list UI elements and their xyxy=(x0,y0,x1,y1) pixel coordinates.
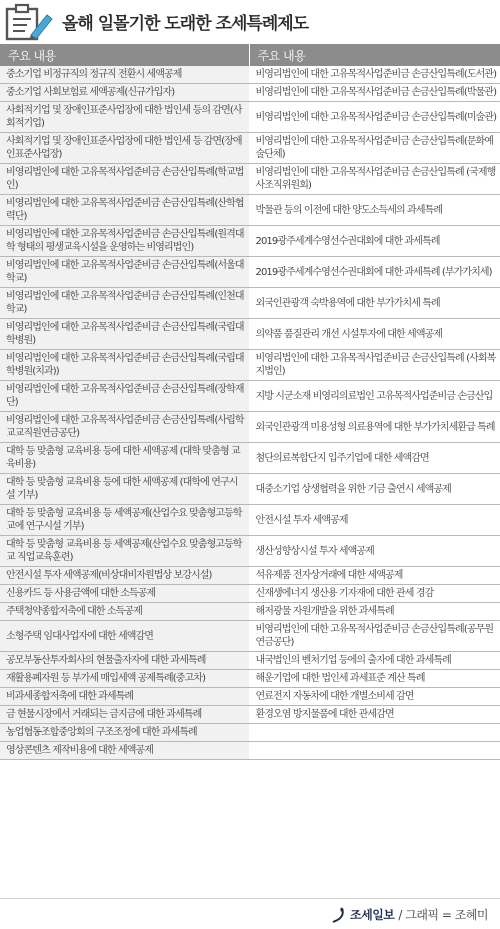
brand-name: 조세일보 xyxy=(350,908,395,922)
table-row xyxy=(0,66,500,84)
clipboard-pencil-icon xyxy=(5,3,55,41)
table-row xyxy=(0,621,500,652)
footer xyxy=(0,898,500,929)
column-header-right: 주요 내용 xyxy=(249,44,500,66)
row-left-cell: 비영리법인에 대한 고유목적사업준비금 손금산입특례(장학재단) xyxy=(0,381,249,412)
row-right-cell: 생산성향상시설 투자 세액공제 xyxy=(249,536,500,567)
row-left-cell: 사회적기업 및 장애인표준사업장에 대한 법인세 등 감면(장애인표준사업장) xyxy=(0,133,249,164)
row-left-cell: 금 현물시장에서 거래되는 금지금에 대한 과세특례 xyxy=(0,706,249,724)
row-left-cell: 비영리법인에 대한 고유목적사업준비금 손금산입특례(학교법인) xyxy=(0,164,249,195)
row-right-cell: 해저광물 자원개발을 위한 과세특례 xyxy=(249,603,500,621)
row-left-cell: 안전시설 투자 세액공제(비상대비자원법상 보강시설) xyxy=(0,567,249,585)
row-left-cell: 비영리법인에 대한 고유목적사업준비금 손금산입특례(국립대학병원) xyxy=(0,319,249,350)
row-left-cell: 대학 등 맞춤형 교육비용 등에 대한 세액공제 (대학 맞춤형 교육비용) xyxy=(0,443,249,474)
table-row xyxy=(0,84,500,102)
row-left-cell: 중소기업 비정규직의 정규직 전환시 세액공제 xyxy=(0,66,249,84)
row-right-cell: 비영리법인에 대한 고유목적사업준비금 손금산입특례(도서관) xyxy=(249,66,500,84)
table-row xyxy=(0,603,500,621)
row-right-cell: 환경오염 방지물품에 대한 관세감면 xyxy=(249,706,500,724)
row-left-cell: 비영리법인에 대한 고유목적사업준비금 손금산입특례(국립대학병원(치과)) xyxy=(0,350,249,381)
table-row xyxy=(0,652,500,670)
row-left-cell: 농업협동조합중앙회의 구조조정에 대한 과세특례 xyxy=(0,724,249,742)
row-right-cell xyxy=(249,742,500,760)
table-row xyxy=(0,133,500,164)
row-right-cell: 해운기업에 대한 법인세 과세표준 계산 특례 xyxy=(249,670,500,688)
row-left-cell: 비영리법인에 대한 고유목적사업준비금 손금산입특례(사립학교교직원연금공단) xyxy=(0,412,249,443)
row-left-cell: 비영리법인에 대한 고유목적사업준비금 손금산입특례(원격대학 형태의 평생교육시설을 운영하는 비영리법인) xyxy=(0,226,249,257)
row-right-cell: 외국인관광객 숙박용역에 대한 부가가치세 특례 xyxy=(249,288,500,319)
row-right-cell: 비영리법인에 대한 고유목적사업준비금 손금산입특례 (국제행사조직위원회) xyxy=(249,164,500,195)
row-right-cell: 연료전지 자동차에 대한 개별소비세 감면 xyxy=(249,688,500,706)
tax-table xyxy=(0,44,500,760)
row-left-cell: 재활용폐자원 등 부가세 매입세액 공제특례(중고차) xyxy=(0,670,249,688)
row-right-cell: 안전시설 투자 세액공제 xyxy=(249,505,500,536)
row-right-cell: 2019광주세계수영선수권대회에 대한 과세특례 xyxy=(249,226,500,257)
row-left-cell: 신용카드 등 사용금액에 대한 소득공제 xyxy=(0,585,249,603)
table-row xyxy=(0,381,500,412)
table-row xyxy=(0,195,500,226)
row-right-cell: 석유제품 전자상거래에 대한 세액공제 xyxy=(249,567,500,585)
row-left-cell: 비과세종합저축에 대한 과세특례 xyxy=(0,688,249,706)
row-left-cell: 주택청약종합저축에 대한 소득공제 xyxy=(0,603,249,621)
row-right-cell xyxy=(249,724,500,742)
segye-logo-icon xyxy=(332,907,346,923)
row-right-cell: 지방 시군소재 비영리의료법인 고유목적사업준비금 손금산입 xyxy=(249,381,500,412)
row-left-cell: 소형주택 임대사업자에 대한 세액감면 xyxy=(0,621,249,652)
table-row xyxy=(0,724,500,742)
table-row xyxy=(0,536,500,567)
table-row xyxy=(0,706,500,724)
row-left-cell: 공모부동산투자회사의 현물출자자에 대한 과세특례 xyxy=(0,652,249,670)
row-right-cell: 비영리법인에 대한 고유목적사업준비금 손금산입특례(박물관) xyxy=(249,84,500,102)
table-row xyxy=(0,288,500,319)
row-right-cell: 신재생에너지 생산용 기자재에 대한 관세 경감 xyxy=(249,585,500,603)
row-left-cell: 사회적기업 및 장애인표준사업장에 대한 법인세 등의 감면(사회적기업) xyxy=(0,102,249,133)
table-row xyxy=(0,742,500,760)
header xyxy=(0,0,500,44)
table-row xyxy=(0,670,500,688)
graphic-credit: / 그래픽 = 조혜미 xyxy=(398,908,488,922)
row-right-cell: 비영리법인에 대한 고유목적사업준비금 손금산입특례(미술관) xyxy=(249,102,500,133)
table-row xyxy=(0,319,500,350)
row-right-cell: 의약품 품질관리 개선 시설투자에 대한 세액공제 xyxy=(249,319,500,350)
row-right-cell: 비영리법인에 대한 고유목적사업준비금 손금산입특례(공무원연금공단) xyxy=(249,621,500,652)
table-row xyxy=(0,350,500,381)
row-left-cell: 중소기업 사회보험료 세액공제(신규가입자) xyxy=(0,84,249,102)
row-right-cell: 2019광주세계수영선수권대회에 대한 과세특례 (부가가치세) xyxy=(249,257,500,288)
row-right-cell: 비영리법인에 대한 고유목적사업준비금 손금산입특례 (사회복지법인) xyxy=(249,350,500,381)
table-row xyxy=(0,567,500,585)
table-row xyxy=(0,474,500,505)
table-header-row xyxy=(0,44,500,66)
credit-line xyxy=(332,906,488,923)
table-row xyxy=(0,102,500,133)
table-row xyxy=(0,585,500,603)
column-header-left: 주요 내용 xyxy=(0,44,249,66)
page-title: 올해 일몰기한 도래한 조세특례제도 xyxy=(62,14,309,34)
table-row xyxy=(0,257,500,288)
row-right-cell: 박물관 등의 이전에 대한 양도소득세의 과세특례 xyxy=(249,195,500,226)
row-left-cell: 비영리법인에 대한 고유목적사업준비금 손금산입특례(산학협력단) xyxy=(0,195,249,226)
table-row xyxy=(0,412,500,443)
row-right-cell: 외국인관광객 미용성형 의료용역에 대한 부가가치세환급 특례 xyxy=(249,412,500,443)
table-row xyxy=(0,164,500,195)
table-row xyxy=(0,505,500,536)
table-row xyxy=(0,443,500,474)
table-body xyxy=(0,66,500,760)
row-right-cell: 첨단의료복합단지 입주기업에 대한 세액감면 xyxy=(249,443,500,474)
table-row xyxy=(0,688,500,706)
row-left-cell: 대학 등 맞춤형 교육비용 등 세액공제(산업수요 맞춤형고등학교 직업교육훈련) xyxy=(0,536,249,567)
row-left-cell: 비영리법인에 대한 고유목적사업준비금 손금산입특례(인천대학교) xyxy=(0,288,249,319)
row-right-cell: 대중소기업 상생협력을 위한 기금 출연시 세액공제 xyxy=(249,474,500,505)
table-row xyxy=(0,226,500,257)
row-left-cell: 비영리법인에 대한 고유목적사업준비금 손금산입특례(서울대학교) xyxy=(0,257,249,288)
row-left-cell: 대학 등 맞춤형 교육비용 등에 대한 세액공제 (대학에 연구시설 기부) xyxy=(0,474,249,505)
row-left-cell: 대학 등 맞춤형 교육비용 등 세액공제(산업수요 맞춤형고등학교에 연구시설 기부) xyxy=(0,505,249,536)
row-right-cell: 비영리법인에 대한 고유목적사업준비금 손금산입특례(문화예술단체) xyxy=(249,133,500,164)
tax-table-container xyxy=(0,44,500,760)
row-left-cell: 영상콘텐츠 제작비용에 대한 세액공제 xyxy=(0,742,249,760)
row-right-cell: 내국법인의 벤처기업 등에의 출자에 대한 과세특례 xyxy=(249,652,500,670)
